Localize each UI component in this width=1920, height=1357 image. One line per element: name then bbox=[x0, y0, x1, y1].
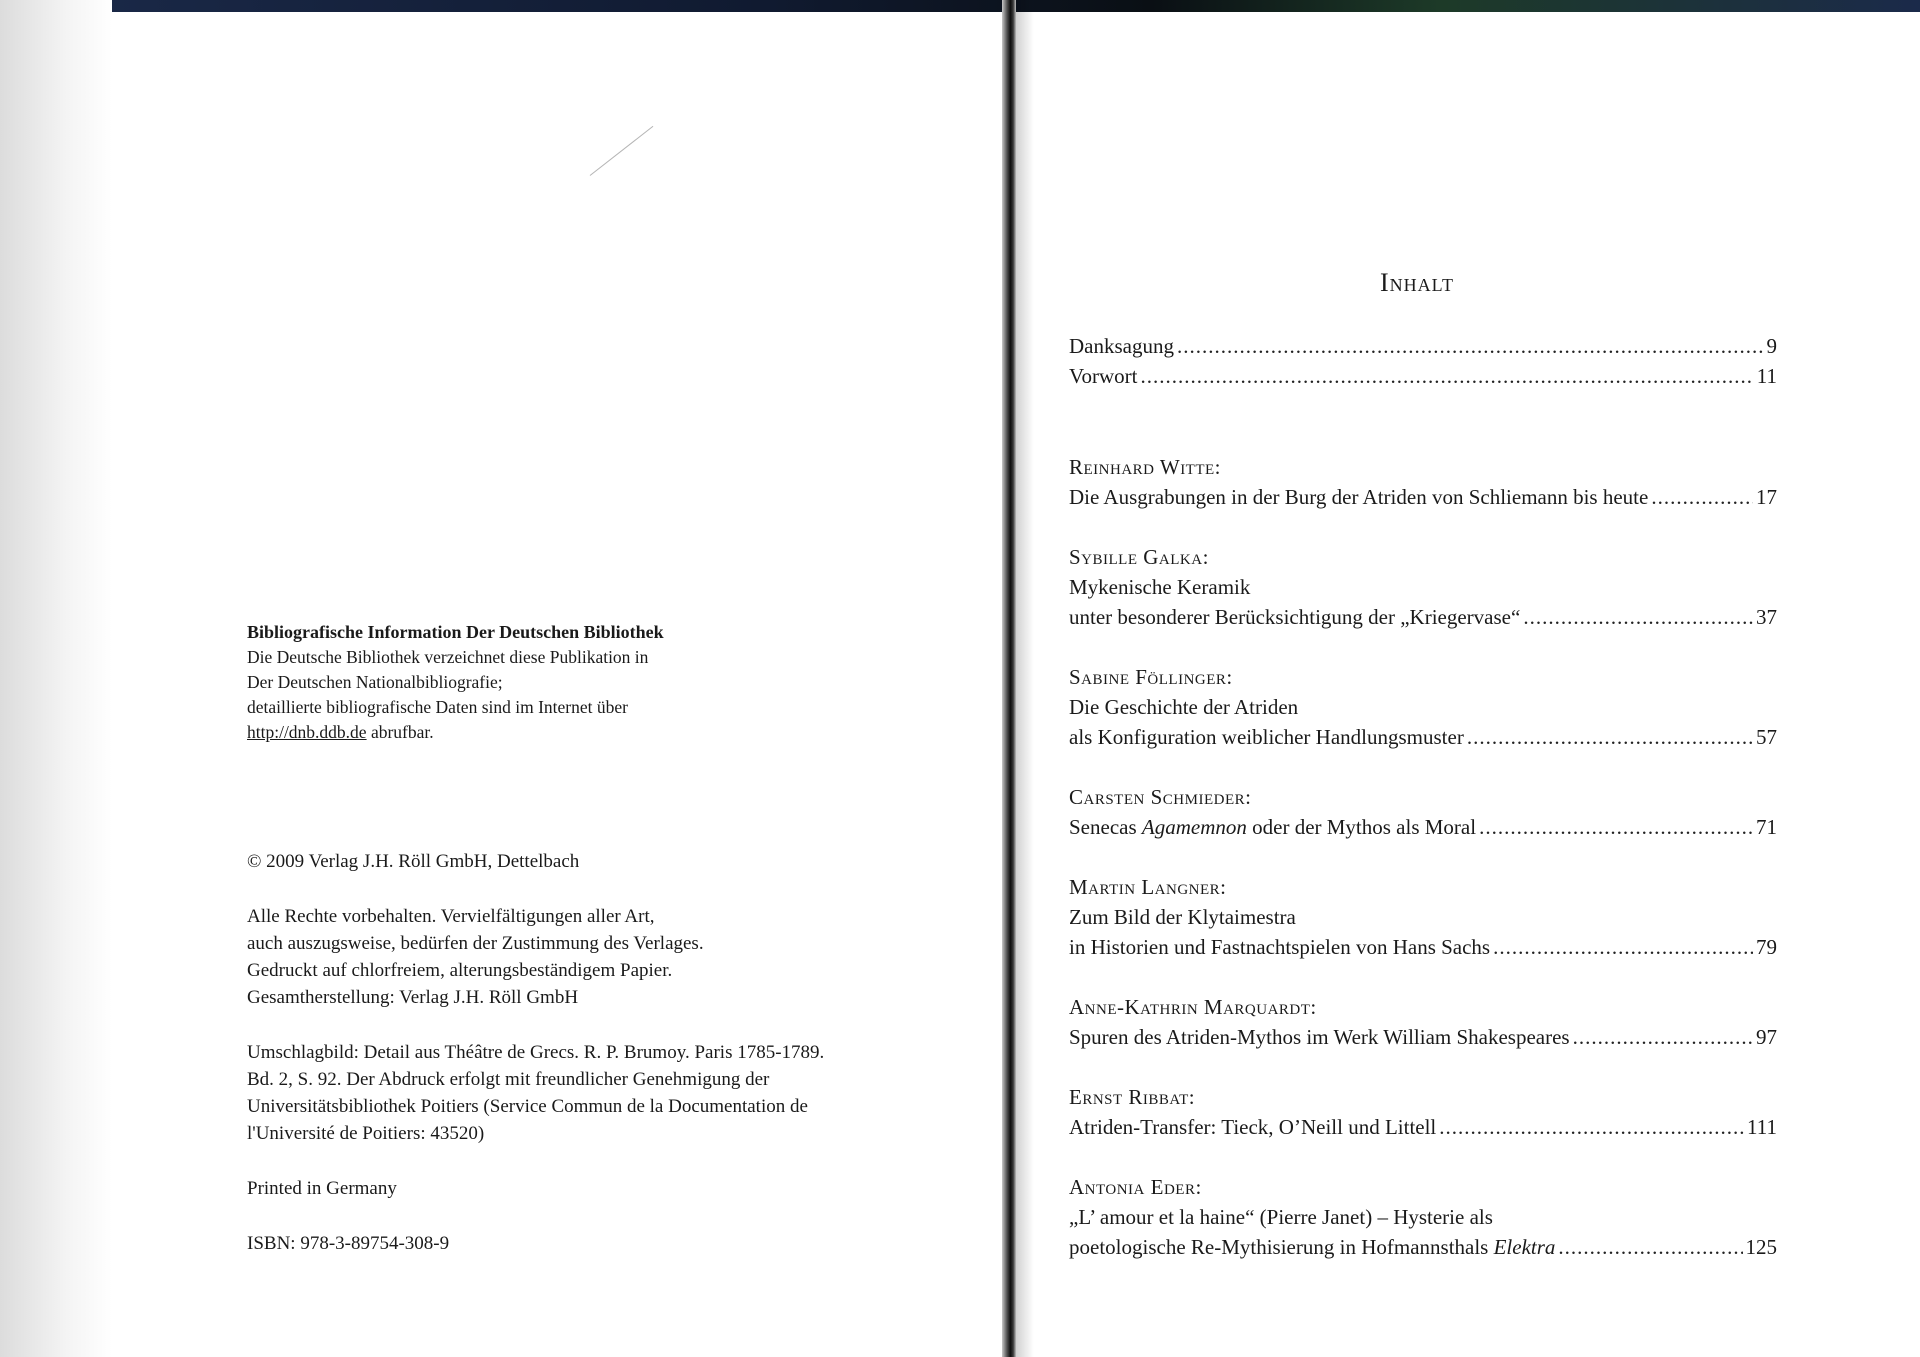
entry-title: Die Ausgrabungen in der Burg der Atriden von Schliemann bis heute bbox=[1069, 485, 1649, 509]
biblio-heading: Bibliografische Information Der Deutschen Bibliothek bbox=[247, 622, 664, 642]
toc-entry[interactable] bbox=[1069, 452, 1777, 512]
dnb-link[interactable]: http://dnb.ddb.de bbox=[247, 722, 367, 742]
dot-leader bbox=[1467, 722, 1753, 752]
dot-leader bbox=[1439, 1112, 1744, 1142]
dot-leader bbox=[1140, 361, 1753, 391]
dot-leader bbox=[1558, 1232, 1742, 1262]
toc-entry[interactable] bbox=[1069, 1172, 1777, 1262]
dot-leader bbox=[1177, 331, 1764, 361]
scan-left-edge bbox=[0, 0, 112, 1357]
cover-credit-line: Bd. 2, S. 92. Der Abdruck erfolgt mit freundlicher Genehmigung der bbox=[247, 1069, 770, 1090]
entry-title: unter besonderer Berücksichtigung der „Kriegervase“ bbox=[1069, 605, 1521, 629]
toc-entry[interactable] bbox=[1069, 662, 1777, 752]
entry-title: Atriden-Transfer: Tieck, O’Neill und Littell bbox=[1069, 1115, 1437, 1139]
rights-line: Gedruckt auf chlorfreiem, alterungsbeständigem Papier. bbox=[247, 960, 673, 981]
dot-leader bbox=[1573, 1022, 1753, 1052]
dot-leader bbox=[1493, 932, 1753, 962]
dot-leader bbox=[1523, 602, 1753, 632]
entry-title: in Historien und Fastnachtspielen von Hans Sachs bbox=[1069, 935, 1491, 959]
printed-in-line: Printed in Germany bbox=[247, 1178, 397, 1199]
page-number: 97 bbox=[1756, 1025, 1777, 1049]
entry-author: Carsten Schmieder: bbox=[1069, 785, 1252, 809]
toc-entry[interactable] bbox=[1069, 992, 1777, 1052]
toc-entry[interactable] bbox=[1069, 1082, 1777, 1142]
biblio-line: Der Deutschen Nationalbibliografie; bbox=[247, 672, 503, 692]
toc-entry[interactable] bbox=[1069, 361, 1777, 391]
page-number: 71 bbox=[1756, 815, 1777, 839]
entry-title: als Konfiguration weiblicher Handlungsmuster bbox=[1069, 725, 1464, 749]
entry-title: Vorwort bbox=[1069, 364, 1138, 388]
biblio-url-line bbox=[247, 720, 434, 745]
scan-top-edge bbox=[0, 0, 1920, 12]
page-number: 111 bbox=[1747, 1115, 1777, 1139]
entry-author: Sabine Föllinger: bbox=[1069, 665, 1233, 689]
toc-title: Inhalt bbox=[1380, 268, 1454, 297]
entry-author: Martin Langner: bbox=[1069, 875, 1227, 899]
biblio-line: Die Deutsche Bibliothek verzeichnet diese Publikation in bbox=[247, 647, 649, 667]
entry-title bbox=[1069, 1232, 1555, 1262]
rights-line: Gesamtherstellung: Verlag J.H. Röll GmbH bbox=[247, 987, 579, 1008]
cover-credit-line: Umschlagbild: Detail aus Théâtre de Grecs. R. P. Brumoy. Paris 1785-1789. bbox=[247, 1042, 825, 1063]
toc-front-matter bbox=[1069, 331, 1777, 391]
dot-leader bbox=[1651, 482, 1753, 512]
entry-author: Antonia Eder: bbox=[1069, 1175, 1202, 1199]
toc-entry[interactable] bbox=[1069, 872, 1777, 962]
entry-title-line: Mykenische Keramik bbox=[1069, 575, 1251, 599]
dot-leader bbox=[1479, 812, 1753, 842]
entry-author: Reinhard Witte: bbox=[1069, 455, 1222, 479]
entry-title-text: poetologische Re-Mythisierung in Hofmannsthals bbox=[1069, 1235, 1494, 1259]
entry-author: Anne-Kathrin Marquardt: bbox=[1069, 995, 1317, 1019]
entry-title-line: Die Geschichte der Atriden bbox=[1069, 695, 1299, 719]
cover-credit-line: Universitätsbibliothek Poitiers (Service Commun de la Documentation de bbox=[247, 1096, 808, 1117]
spine-shadow bbox=[1016, 0, 1034, 1357]
entry-title: Spuren des Atriden-Mythos im Werk William Shakespeares bbox=[1069, 1025, 1570, 1049]
isbn-line: ISBN: 978-3-89754-308-9 bbox=[247, 1233, 450, 1254]
rights-line: Alle Rechte vorbehalten. Vervielfältigungen aller Art, bbox=[247, 906, 655, 927]
entry-author: Sybille Galka: bbox=[1069, 545, 1209, 569]
toc-entry[interactable] bbox=[1069, 331, 1777, 361]
copyright-line: © 2009 Verlag J.H. Röll GmbH, Dettelbach bbox=[247, 851, 580, 872]
rights-line: auch auszugsweise, bedürfen der Zustimmung des Verlages. bbox=[247, 933, 704, 954]
url-suffix: abrufbar. bbox=[366, 722, 434, 742]
toc-entry[interactable] bbox=[1069, 782, 1777, 842]
page-number: 17 bbox=[1756, 485, 1777, 509]
book-spine bbox=[1002, 0, 1016, 1357]
entry-title-line: Zum Bild der Klytaimestra bbox=[1069, 905, 1296, 929]
page-number: 125 bbox=[1745, 1235, 1777, 1259]
entry-title-italic: Agamemnon bbox=[1141, 815, 1247, 839]
entry-title-italic: Elektra bbox=[1493, 1235, 1556, 1259]
left-page bbox=[112, 12, 1002, 1357]
entry-title-text: Senecas bbox=[1069, 815, 1142, 839]
page-number: 9 bbox=[1766, 334, 1777, 358]
entry-author: Ernst Ribbat: bbox=[1069, 1085, 1196, 1109]
entry-title-text: oder der Mythos als Moral bbox=[1246, 815, 1477, 839]
page-number: 57 bbox=[1756, 725, 1777, 749]
toc-entry[interactable] bbox=[1069, 542, 1777, 632]
entry-title bbox=[1069, 812, 1476, 842]
entry-title-line: „L’ amour et la haine“ (Pierre Janet) – Hysterie als bbox=[1069, 1205, 1493, 1229]
entry-title: Danksagung bbox=[1069, 334, 1174, 358]
cover-credit-line: l'Université de Poitiers: 43520) bbox=[247, 1123, 485, 1144]
page-number: 37 bbox=[1756, 605, 1777, 629]
page-number: 79 bbox=[1756, 935, 1777, 959]
biblio-line: detaillierte bibliografische Daten sind im Internet über bbox=[247, 697, 628, 717]
page-number: 11 bbox=[1756, 364, 1777, 388]
